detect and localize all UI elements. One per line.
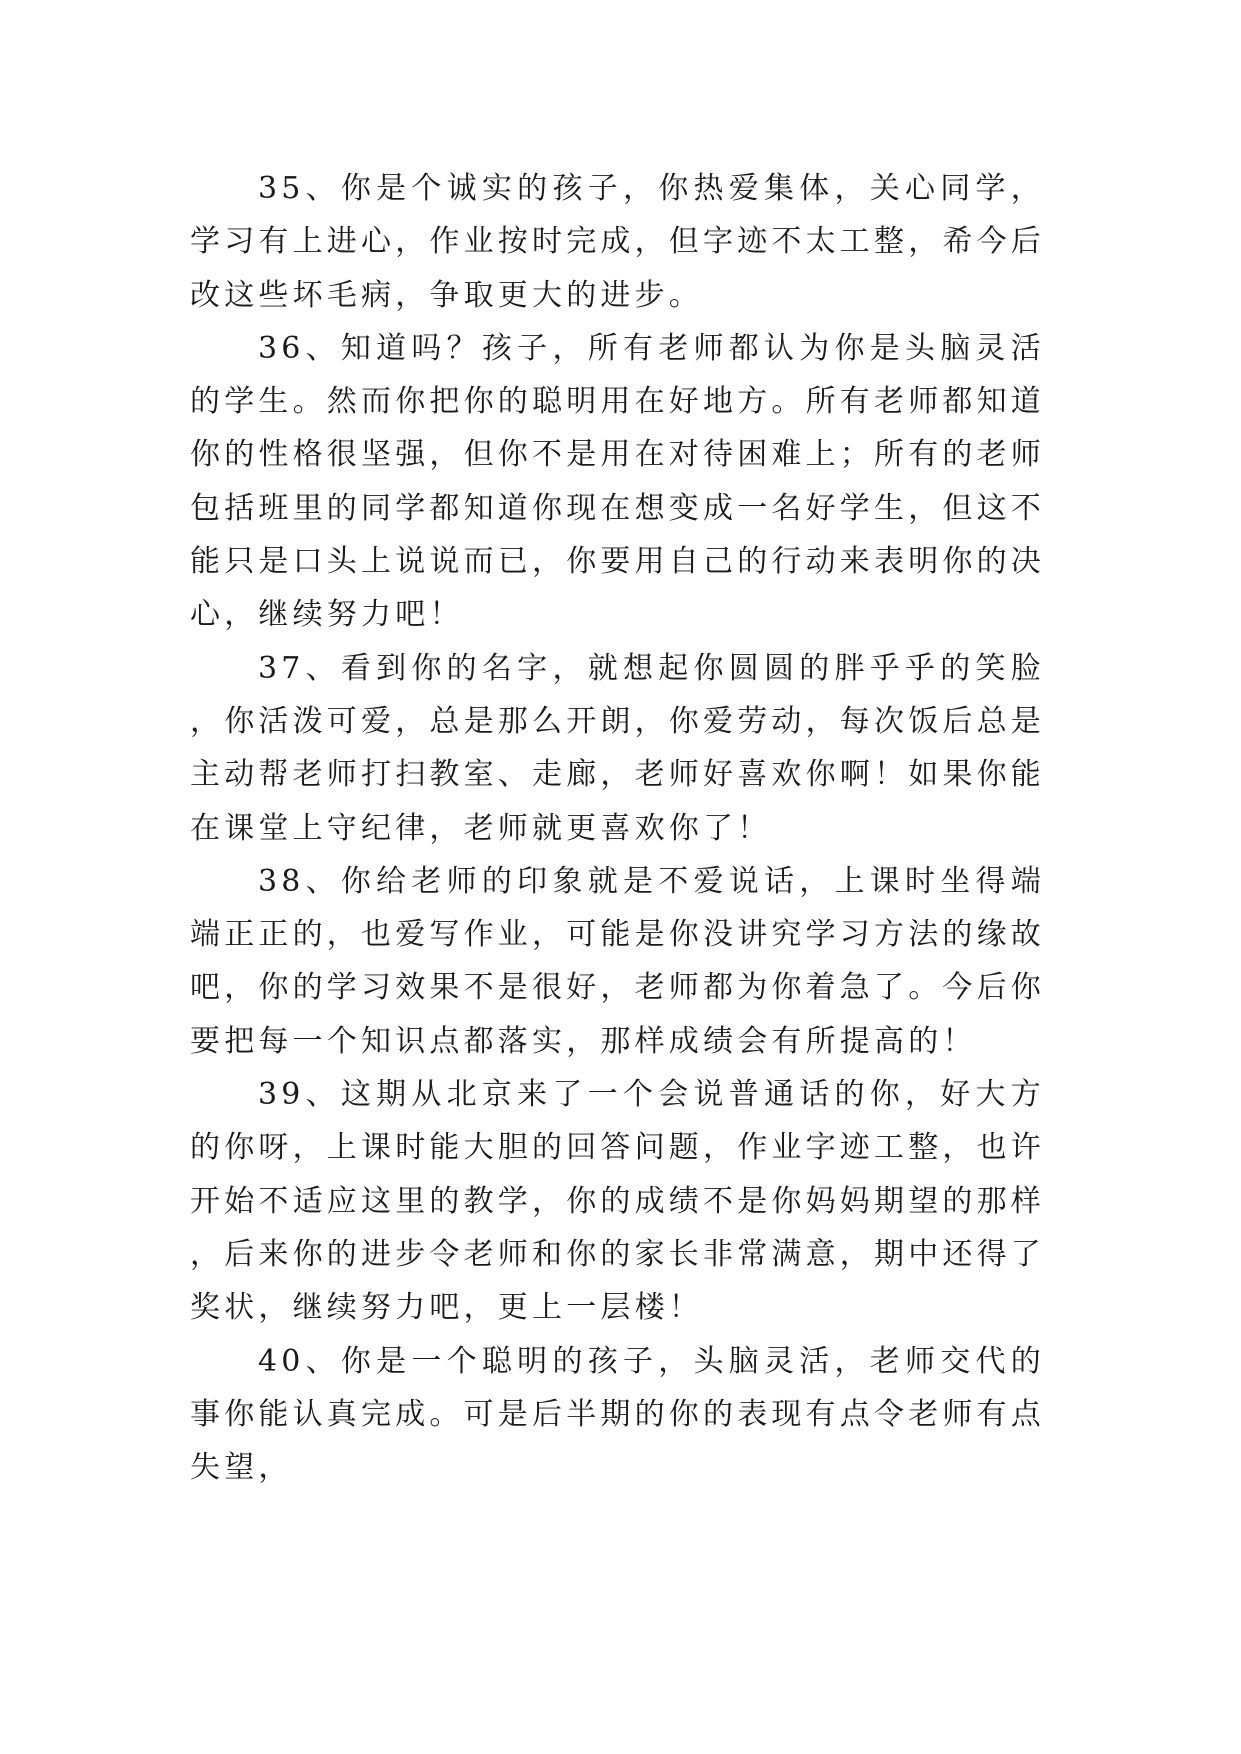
paragraph-38: 38、你给老师的印象就是不爱说话，上课时坐得端端正正的，也爱写作业，可能是你没讲究学习方法的缘故吧，你的学习效果不是很好，老师都为你着急了。今后你要把每一个知识点都落实，那样成绩会有所提高的！ bbox=[190, 863, 1045, 1059]
paragraph-37: 37、看到你的名字，就想起你圆圆的胖乎乎的笑脸，你活泼可爱，总是那么开朗，你爱劳动，每次饭后总是主动帮老师打扫教室、走廊，老师好喜欢你啊！如果你能在课堂上守纪律，老师就更喜欢你了！ bbox=[190, 650, 1045, 846]
paragraph-35: 35、你是个诚实的孩子，你热爱集体，关心同学，学习有上进心，作业按时完成，但字迹不太工整，希今后改这些坏毛病，争取更大的进步。 bbox=[190, 171, 1045, 313]
paragraph-39: 39、这期从北京来了一个会说普通话的你，好大方的你呀，上课时能大胆的回答问题，作业字迹工整，也许开始不适应这里的教学，你的成绩不是你妈妈期望的那样，后来你的进步令老师和你的家长非常满意，期中还得了奖状，继续努力吧，更上一层楼！ bbox=[190, 1077, 1045, 1326]
document-body bbox=[190, 162, 1045, 1494]
paragraph-40: 40、你是一个聪明的孩子，头脑灵活，老师交代的事你能认真完成。可是后半期的你的表现有点令老师有点失望， bbox=[190, 1343, 1045, 1486]
paragraph-36: 36、知道吗？孩子，所有老师都认为你是头脑灵活的学生。然而你把你的聪明用在好地方。所有老师都知道你的性格很坚强，但你不是用在对待困难上；所有的老师包括班里的同学都知道你现在想变成一名好学生，但这不能只是口头上说说而已，你要用自己的行动来表明你的决心，继续努力吧！ bbox=[190, 330, 1045, 633]
